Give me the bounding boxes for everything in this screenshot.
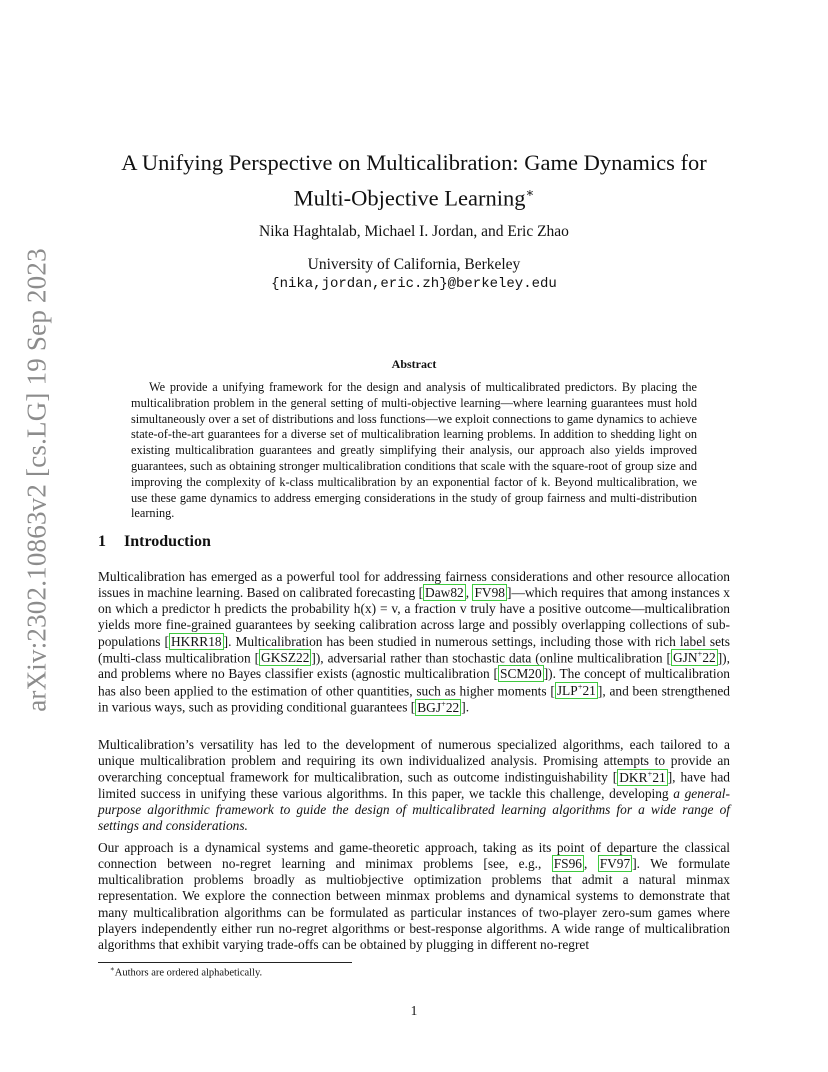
abstract-heading: Abstract: [391, 357, 437, 371]
footnote-mark: ∗: [110, 965, 115, 973]
citation-link[interactable]: FV97: [599, 856, 631, 872]
citation-link[interactable]: GJN+22: [672, 648, 716, 666]
paper-title: [98, 148, 730, 214]
intro-paragraph-2: Multicalibration’s versatility has led to the development of numerous specialized algorithms, each tailored to a unique multicalibration problem and requiring its own individualized analysis. Promising attempts to provide an overarching conceptual framework for multicalibration, such as outcome indistinguishability [ DKR+21 ], have had limited success in unifying these various algorithms. In this paper, we tackle this challenge, developing a general-purpose algorithmic framework to guide the design of multicalibrated learning algorithms for a wide range of settings and considerations.: [98, 737, 730, 834]
citation-link[interactable]: HKRR18: [171, 633, 222, 649]
emphasized-statement: a general-purpose algorithmic framework to guide the design of multicalibrated learning algorithms for a wide range of settings and considerations.: [98, 785, 730, 834]
section-heading-introduction: [98, 533, 211, 551]
citation-link[interactable]: Daw82: [425, 585, 464, 601]
title-footnote-mark[interactable]: ∗: [525, 185, 535, 200]
section-title: Introduction: [124, 533, 211, 550]
footnote-text: Authors are ordered alphabetically.: [114, 967, 263, 979]
citation-link[interactable]: DKR+21: [619, 768, 666, 785]
title-line-1: A Unifying Perspective on Multicalibration: Game Dynamics for: [121, 150, 707, 175]
citation-link[interactable]: SCM20: [500, 666, 542, 682]
citation-link[interactable]: GKSZ22: [261, 650, 310, 666]
intro-paragraph-1: Multicalibration has emerged as a powerful tool for addressing fairness considerations and other resource allocation issues in machine learning. Based on calibrated forecasting [ Daw82 , FV98 ]—which requires that among instances x on which a predictor h predicts the probability h(x) = v, a fraction v truly have a positive outcome—multicalibration yields more fine-grained guarantees by seeking calibration across large and possibly overlapping collections of sub-populations [ HKRR18 ]. Multicalibration has been studied in numerous settings, including those with rich label sets (multi-class multicalibration [ GKSZ22 ]), adversarial rather than stochastic data (online multicalibration [ GJN+22 ]), and problems where no Bayes classifier exists (agnostic multicalibration [ SCM20 ]). The concept of multicalibration has also been applied to the estimation of other quantities, such as higher moments [ JLP+21 ], and been strengthened in various ways, such as providing conditional guarantees [ BGJ+22 ].: [98, 569, 730, 715]
citation-link[interactable]: FS96: [553, 856, 582, 872]
author-list: Nika Haghtalab, Michael I. Jordan, and Eric Zhao: [259, 223, 569, 240]
footnote: [110, 965, 262, 979]
footnote-divider: [98, 962, 352, 963]
arxiv-identifier-stamp: [12, 248, 62, 712]
author-emails: {nika,jordan,eric.zh}@berkeley.edu: [271, 276, 557, 292]
title-line-2-text: Multi-Objective Learning: [293, 185, 526, 211]
title-line-2: [98, 178, 730, 214]
intro-paragraph-3: Our approach is a dynamical systems and game-theoretic approach, taking as its point of departure the classical connection between no-regret learning and minimax problems [see, e.g., FS96 , FV97 ]. We formulate multicalibration problems broadly as multiobjective optimization problems that admit a natural minmax representation. We explore the connection between minmax problems and dynamical systems to demonstrate that many multicalibration algorithms can be formulated as particular instances of two-player zero-sum games where players independently either run no-regret algorithms or best-response algorithms. A wide range of multicalibration algorithms that exhibit varying trade-offs can be obtained by plugging in different no-regret: [98, 840, 731, 952]
arxiv-stamp-text: arXiv:2302.10863v2 [cs.LG] 19 Sep 2023: [21, 248, 52, 712]
section-number: 1: [98, 533, 106, 550]
citation-link[interactable]: FV98: [474, 585, 505, 601]
citation-link[interactable]: JLP+21: [556, 681, 596, 699]
affiliation: University of California, Berkeley: [307, 256, 521, 273]
citation-link[interactable]: BGJ+22: [417, 698, 460, 715]
abstract-body: We provide a unifying framework for the design and analysis of multicalibrated predictors. By placing the multicalibration problem in the general setting of multi-objective learning—where learning guarantees must hold simultaneously over a set of distributions and loss functions—we exploit connections to game dynamics to achieve state-of-the-art guarantees for a diverse set of multicalibration learning problems. In addition to shedding light on existing multicalibration guarantees and greatly simplifying their analysis, our approach also yields improved guarantees, such as obtaining stronger multicalibration conditions that scale with the square-root of group size and improving the complexity of k-class multicalibration by an exponential factor of k. Beyond multicalibration, we use these game dynamics to address emerging considerations in the study of group fairness and multi-distribution learning.: [131, 380, 697, 521]
page-number: 1: [410, 1003, 418, 1018]
